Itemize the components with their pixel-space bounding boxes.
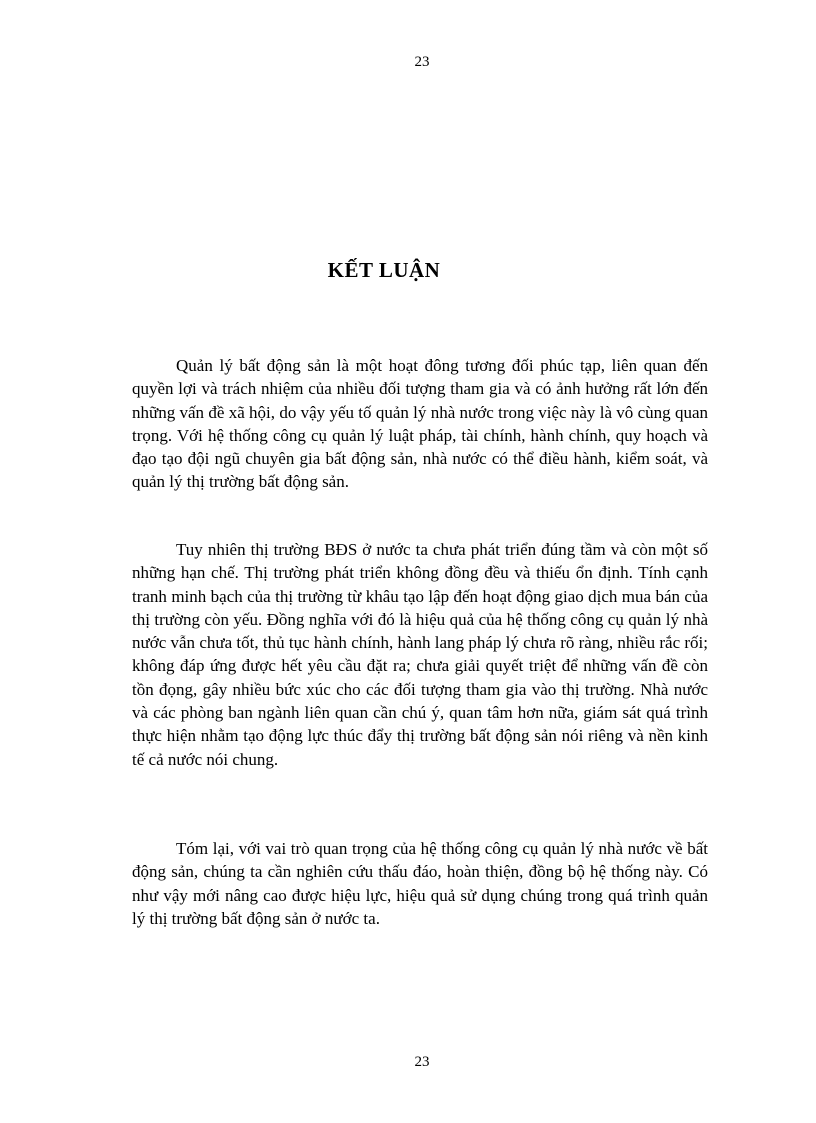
paragraph-1: Quản lý bất động sản là một hoạt đông tương đối phúc tạp, liên quan đến quyền lợi và trách nhiệm của nhiều đối tượng tham gia và có ảnh hưởng rất lớn đến những vấn đề xã hội, do vậy yếu tố quản lý nhà nước trong việc này là vô cùng quan trọng. Với hệ thống công cụ quản lý luật pháp, tài chính, hành chính, quy hoạch và đạo tạo đội ngũ chuyên gia bất động sản, nhà nước có thể điều hành, kiểm soát, và quản lý thị trường bất động sản. [132,356,708,492]
paragraph-2: Tuy nhiên thị trường BĐS ở nước ta chưa phát triển đúng tầm và còn một số những hạn chế. Thị trường phát triển không đồng đều và thiếu ổn định. Tính cạnh tranh minh bạch của thị trường từ khâu tạo lập đến hoạt động giao dịch mua bán của thị trường còn yếu. Đồng nghĩa với đó là hiệu quả của hệ thống công cụ quản lý nhà nước vẫn chưa tốt, thủ tục hành chính, hành lang pháp lý chưa rõ ràng, nhiều rắc rối; không đáp ứng được hết yêu cầu đặt ra; chưa giải quyết triệt để những vấn đề còn tồn đọng, gây nhiều bức xúc cho các đối tượng tham gia vào thị trường. Nhà nước và các phòng ban ngành liên quan cần chú ý, quan tâm hơn nữa, giám sát quá trình thực hiện nhằm tạo động lực thúc đẩy thị trường bất động sản nói riêng và nền kinh tế cả nước nói chung. [132,540,708,769]
section-title: KẾT LUẬN [327,258,441,282]
page-number-bottom: 23 [414,1054,430,1070]
page-number-top: 23 [414,54,430,70]
paragraph-3: Tóm lại, với vai trò quan trọng của hệ thống công cụ quản lý nhà nước về bất động sản, chúng ta cần nghiên cứu thấu đáo, hoàn thiện, đồng bộ hệ thống này. Có như vậy mới nâng cao được hiệu lực, hiệu quả sử dụng chúng trong quá trình quản lý thị trường bất động sản ở nước ta. [132,839,708,928]
